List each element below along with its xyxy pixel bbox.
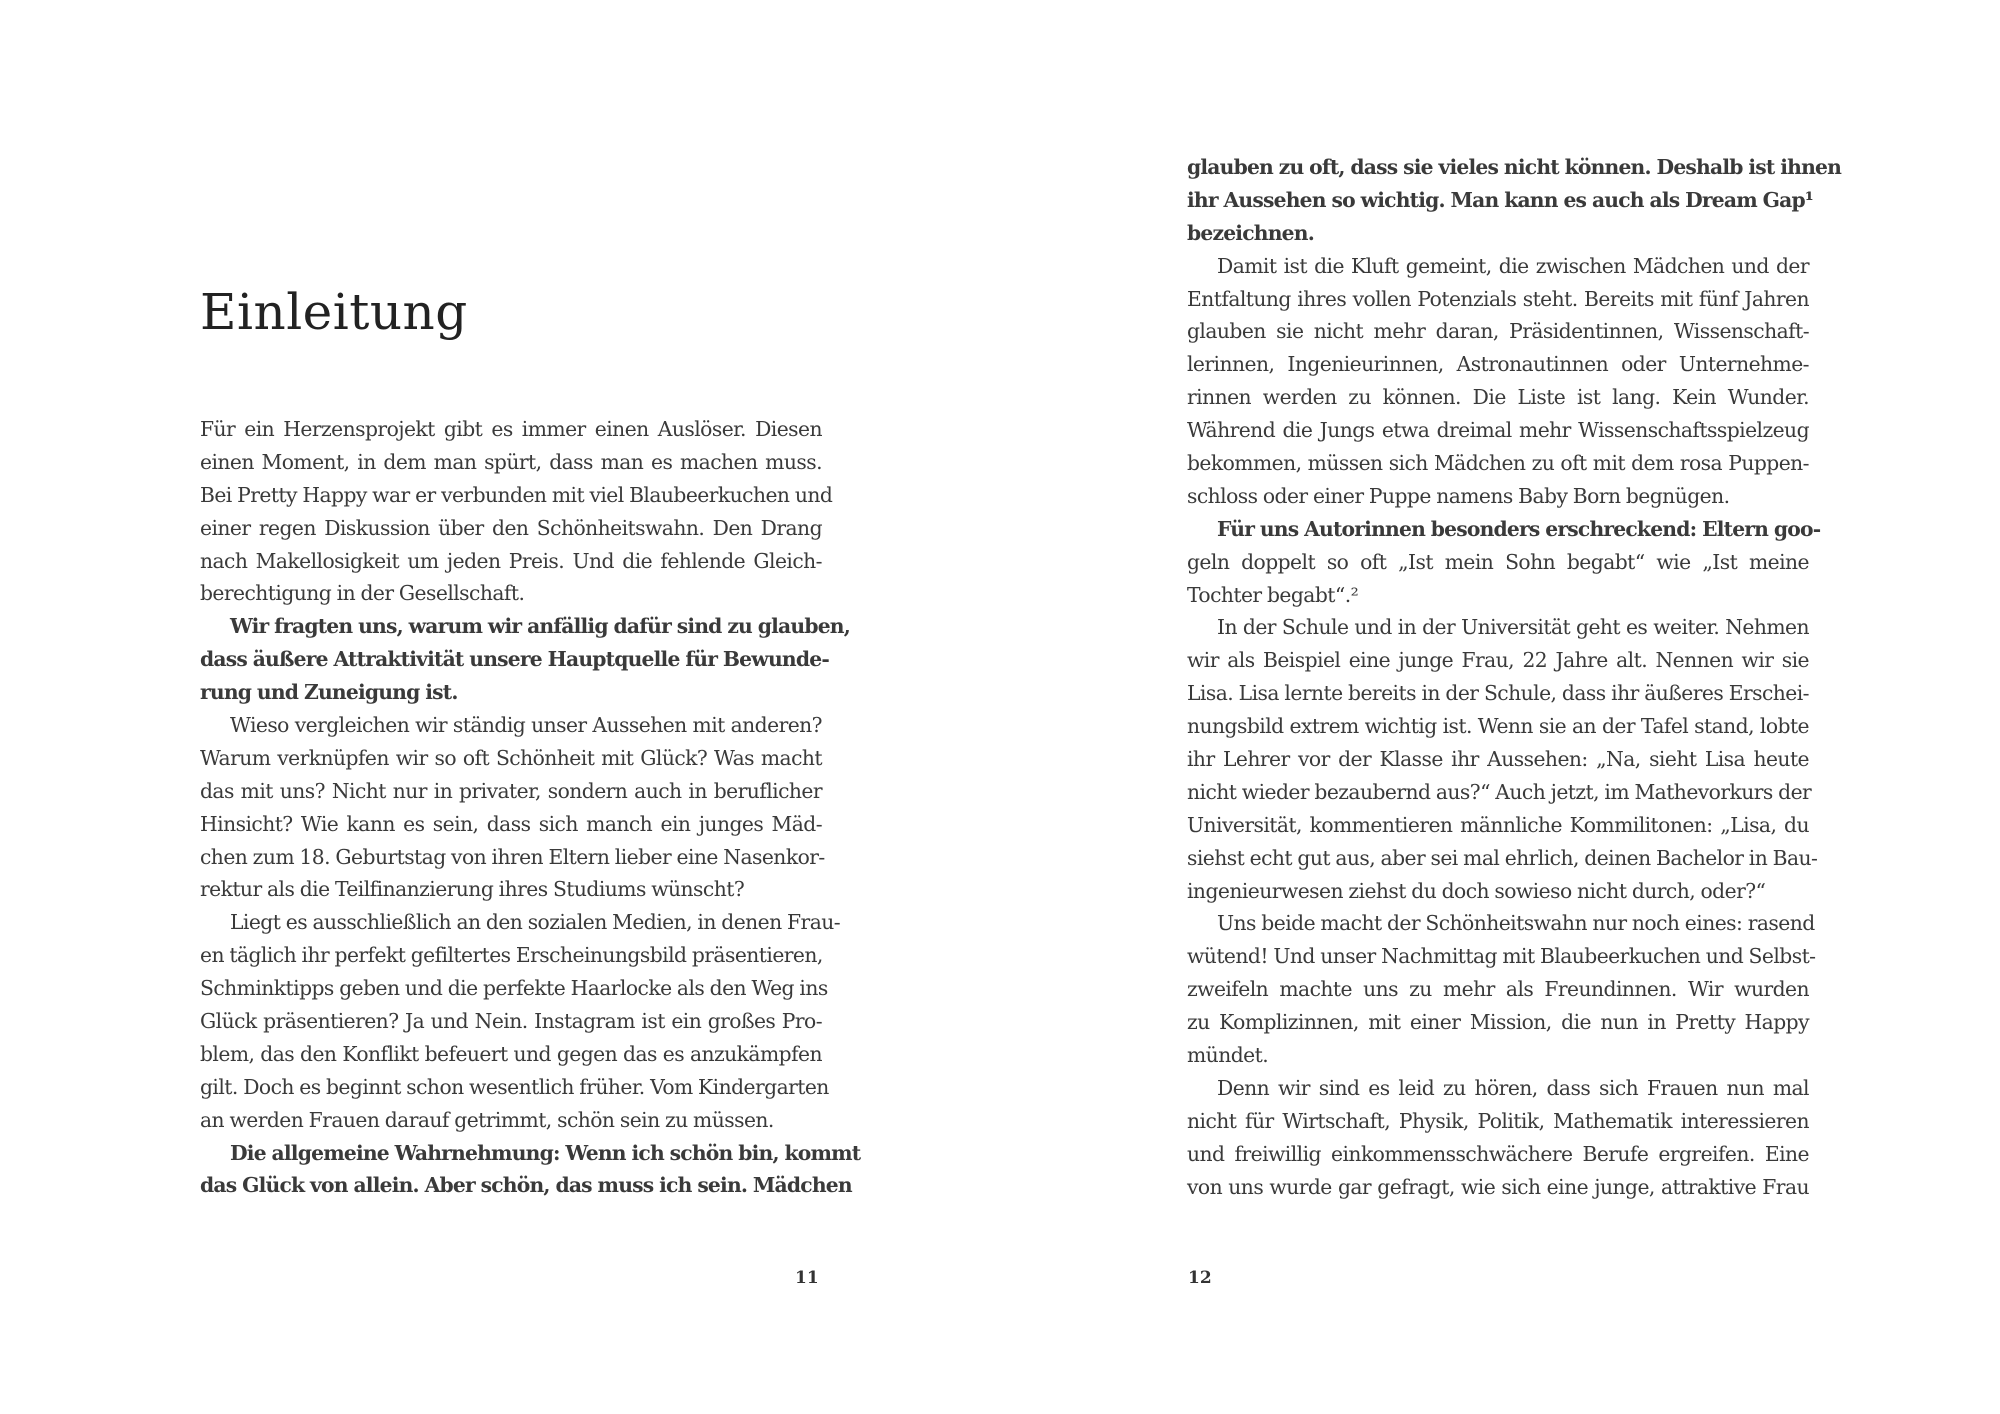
text-line: mündet. (1187, 1043, 1269, 1068)
text-line: Lisa. Lisa lernte bereits in der Schule, dass ihr äußeres Erschei- (1187, 681, 1809, 706)
text-line: das mit uns? Nicht nur in privater, sondern auch in beruflicher (200, 778, 822, 803)
text-line: Für ein Herzensprojekt gibt es immer einen Auslöser. Diesen (200, 417, 822, 441)
left-page-text (200, 413, 861, 1202)
text-line: lerinnen, Ingenieurinnen, Astronautinnen oder Unternehme- (1187, 352, 1809, 377)
text-line: bezeichnen. (1187, 220, 1314, 245)
text-line: nicht für Wirtschaft, Physik, Politik, Mathematik interessieren (1187, 1108, 1809, 1133)
text-line: rektur als die Teilfinanzierung ihres Studiums wünscht? (200, 877, 745, 902)
text-line: das Glück von allein. Aber schön, das muss ich sein. Mädchen (200, 1173, 852, 1198)
text-line: zu Komplizinnen, mit einer Mission, die nun in Pretty Happy (1187, 1010, 1809, 1035)
text-line: wir als Beispiel eine junge Frau, 22 Jahre alt. Nennen wir sie (1187, 648, 1809, 673)
text-line: dass äußere Attraktivität unsere Hauptquelle für Bewunde- (200, 647, 829, 672)
text-line: Während die Jungs etwa dreimal mehr Wissenschaftsspielzeug (1187, 418, 1809, 443)
text-line: Uns beide macht der Schönheitswahn nur noch eines: rasend (1217, 911, 1815, 936)
text-line: Wieso vergleichen wir ständig unser Aussehen mit anderen? (230, 713, 822, 738)
text-line: an werden Frauen darauf getrimmt, schön sein zu müssen. (200, 1107, 774, 1132)
text-line: Warum verknüpfen wir so oft Schönheit mit Glück? Was macht (200, 745, 822, 770)
page-number: 12 (1188, 1268, 1212, 1288)
text-line: en täglich ihr perfekt gefiltertes Erscheinungsbild präsentieren, (200, 943, 823, 968)
text-line: ihr Lehrer vor der Klasse ihr Aussehen: „Na, sieht Lisa heute (1187, 747, 1809, 772)
text-line: Entfaltung ihres vollen Potenzials steht. Bereits mit fünf Jahren (1187, 286, 1809, 311)
text-line: blem, das den Konflikt befeuert und gegen das es anzukämpfen (200, 1041, 822, 1066)
page-number: 11 (795, 1268, 819, 1288)
text-line: einer regen Diskussion über den Schönheitswahn. Den Drang (200, 515, 822, 540)
text-line: glauben sie nicht mehr daran, Präsidentinnen, Wissenschaft- (1187, 319, 1809, 344)
chapter-title: Einleitung (200, 283, 468, 341)
text-line: Tochter begabt“.² (1187, 582, 1359, 607)
text-line: ingenieurwesen ziehst du doch sowieso nicht durch, oder?“ (1187, 878, 1766, 903)
text-line: Hinsicht? Wie kann es sein, dass sich manch ein junges Mäd- (200, 811, 822, 836)
text-line: Damit ist die Kluft gemeint, die zwischen Mädchen und der (1217, 253, 1809, 278)
text-line: nungsbild extrem wichtig ist. Wenn sie an der Tafel stand, lobte (1187, 714, 1809, 739)
text-line: und freiwillig einkommensschwächere Berufe ergreifen. Eine (1187, 1141, 1809, 1166)
text-line: gilt. Doch es beginnt schon wesentlich früher. Vom Kindergarten (200, 1074, 829, 1099)
text-line: Denn wir sind es leid zu hören, dass sich Frauen nun mal (1217, 1075, 1809, 1100)
text-line: Glück präsentieren? Ja und Nein. Instagram ist ein großes Pro- (200, 1009, 822, 1034)
text-line: nicht wieder bezaubernd aus?“ Auch jetzt, im Mathevorkurs der (1187, 779, 1812, 804)
text-line: Die allgemeine Wahrnehmung: Wenn ich schön bin, kommt (230, 1140, 861, 1165)
text-line: schloss oder einer Puppe namens Baby Born begnügen. (1187, 483, 1730, 508)
text-line: In der Schule und in der Universität geht es weiter. Nehmen (1217, 615, 1809, 640)
text-line: Liegt es ausschließlich an den sozialen Medien, in denen Frau- (230, 910, 841, 935)
text-line: rung und Zuneigung ist. (200, 680, 458, 705)
text-line: Bei Pretty Happy war er verbunden mit viel Blaubeerkuchen und (200, 482, 833, 507)
text-line: bekommen, müssen sich Mädchen zu oft mit dem rosa Puppen- (1187, 451, 1809, 476)
text-line: geln doppelt so oft „Ist mein Sohn begabt“ wie „Ist meine (1187, 549, 1809, 574)
text-line: berechtigung in der Gesellschaft. (200, 581, 525, 606)
text-line: einen Moment, in dem man spürt, dass man es machen muss. (200, 449, 822, 474)
text-line: zweifeln machte uns zu mehr als Freundinnen. Wir wurden (1187, 977, 1809, 1002)
text-line: rinnen werden zu können. Die Liste ist lang. Kein Wunder. (1187, 385, 1809, 410)
text-line: Für uns Autorinnen besonders erschreckend: Eltern goo- (1217, 516, 1821, 541)
text-line: glauben zu oft, dass sie vieles nicht können. Deshalb ist ihnen (1187, 155, 1842, 179)
right-page (1000, 0, 2000, 1414)
text-line: von uns wurde gar gefragt, wie sich eine junge, attraktive Frau (1187, 1174, 1809, 1199)
text-line: ihr Aussehen so wichtig. Man kann es auch als Dream Gap¹ (1187, 187, 1813, 212)
text-line: chen zum 18. Geburtstag von ihren Eltern lieber eine Nasenkor- (200, 844, 825, 869)
text-line: wütend! Und unser Nachmittag mit Blaubeerkuchen und Selbst- (1187, 944, 1816, 969)
right-page-text (1187, 151, 1842, 1204)
text-line: Wir fragten uns, warum wir anfällig dafür sind zu glauben, (230, 614, 851, 639)
text-line: nach Makellosigkeit um jeden Preis. Und die fehlende Gleich- (200, 548, 822, 573)
text-line: Universität, kommentieren männliche Kommilitonen: „Lisa, du (1187, 812, 1809, 837)
text-line: siehst echt gut aus, aber sei mal ehrlich, deinen Bachelor in Bau- (1187, 845, 1818, 870)
text-line: Schminktipps geben und die perfekte Haarlocke als den Weg ins (200, 976, 828, 1001)
